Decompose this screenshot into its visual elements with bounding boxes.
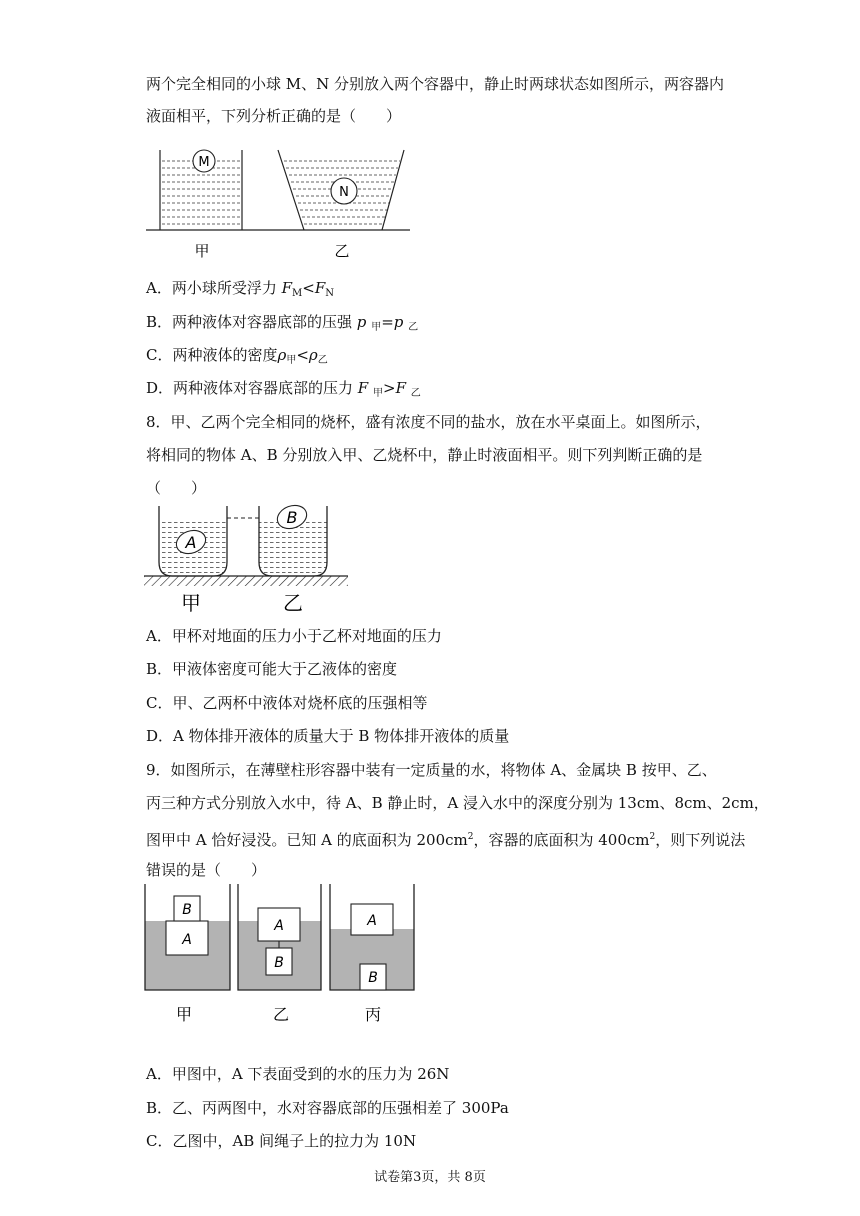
q7-stem-line-1: 两个完全相同的小球 M、N 分别放入两个容器中，静止时两球状态如图所示，两容器内 — [146, 75, 725, 93]
fig9-label-jia: 甲 — [175, 1005, 193, 1024]
fig7-label-yi: 乙 — [334, 242, 350, 260]
q9-option-c: C．乙图中，AB 间绳子上的拉力为 10N — [146, 1132, 417, 1150]
fig-jia-label-b: B — [182, 902, 192, 918]
fig-bing-label-b: B — [368, 970, 378, 986]
page-footer: 试卷第3页，共 8页 — [374, 1170, 486, 1185]
q9-stem-line-4: 错误的是（ ） — [146, 861, 267, 879]
fig8-label-yi: 乙 — [283, 591, 303, 615]
q9-stem-line-1: 9．如图所示，在薄壁柱形容器中装有一定质量的水，将物体 A、金属块 B 按甲、乙、 — [146, 761, 717, 779]
q8-stem-line-1: 8．甲、乙两个完全相同的烧杯，盛有浓度不同的盐水，放在水平桌面上。如图所示， — [146, 413, 711, 431]
object-b-label: B — [286, 508, 298, 527]
fig-yi-label-a: A — [274, 918, 284, 934]
q7-figure — [146, 140, 410, 262]
q7-option-a: A．两小球所受浮力 $F_M<F_N$ — [146, 279, 335, 299]
q9-stem-line-3: 图甲中 A 恰好浸没。已知 A 的底面积为 $200cm^2$，容器的底面积为 $400cm^2$，则下列说法 — [146, 831, 746, 849]
q8-figure — [144, 500, 348, 618]
q8-stem-line-2: 将相同的物体 A、B 分别放入甲、乙烧杯中，静止时液面相平。则下列判断正确的是 — [146, 446, 703, 464]
ball-m-label: M — [198, 155, 210, 170]
q7-option-b: B．两种液体对容器底部的压强 p $_甲$=p $_乙$ — [146, 313, 419, 333]
fig9-label-bing: 丙 — [364, 1005, 382, 1024]
fig7-label-jia: 甲 — [194, 242, 210, 260]
q7-option-d: D．两种液体对容器底部的压力 F $_甲$>F $_乙$ — [146, 379, 421, 399]
q8-option-a: A．甲杯对地面的压力小于乙杯对地面的压力 — [146, 627, 442, 645]
q8-stem-line-3: （ ） — [146, 479, 207, 497]
fig-jia-label-a: A — [182, 932, 192, 948]
q8-option-b: B．甲液体密度可能大于乙液体的密度 — [146, 660, 398, 678]
fig-yi-label-b: B — [274, 955, 284, 971]
q8-option-d: D．A 物体排开液体的质量大于 B 物体排开液体的质量 — [146, 727, 510, 745]
q9-option-a: A．甲图中，A 下表面受到的水的压力为 26N — [146, 1065, 450, 1083]
fig8-label-jia: 甲 — [181, 591, 201, 615]
fig9-label-yi: 乙 — [272, 1005, 290, 1024]
q7-option-c: C．两种液体的密度$\rho_甲<\rho_乙$ — [146, 346, 328, 366]
fig-bing-label-a: A — [367, 913, 377, 929]
q9-option-b: B．乙、丙两图中，水对容器底部的压强相差了 300Pa — [146, 1099, 509, 1117]
q9-figure — [144, 884, 418, 1026]
q8-option-c: C．甲、乙两杯中液体对烧杯底的压强相等 — [146, 694, 428, 712]
q7-stem-line-2: 液面相平，下列分析正确的是（ ） — [146, 107, 402, 125]
object-a-label: A — [185, 533, 197, 552]
q9-stem-line-2: 丙三种方式分别放入水中，待 A、B 静止时，A 浸入水中的深度分别为 13cm、8cm、2cm， — [146, 794, 769, 812]
ball-n-label: N — [339, 185, 349, 200]
